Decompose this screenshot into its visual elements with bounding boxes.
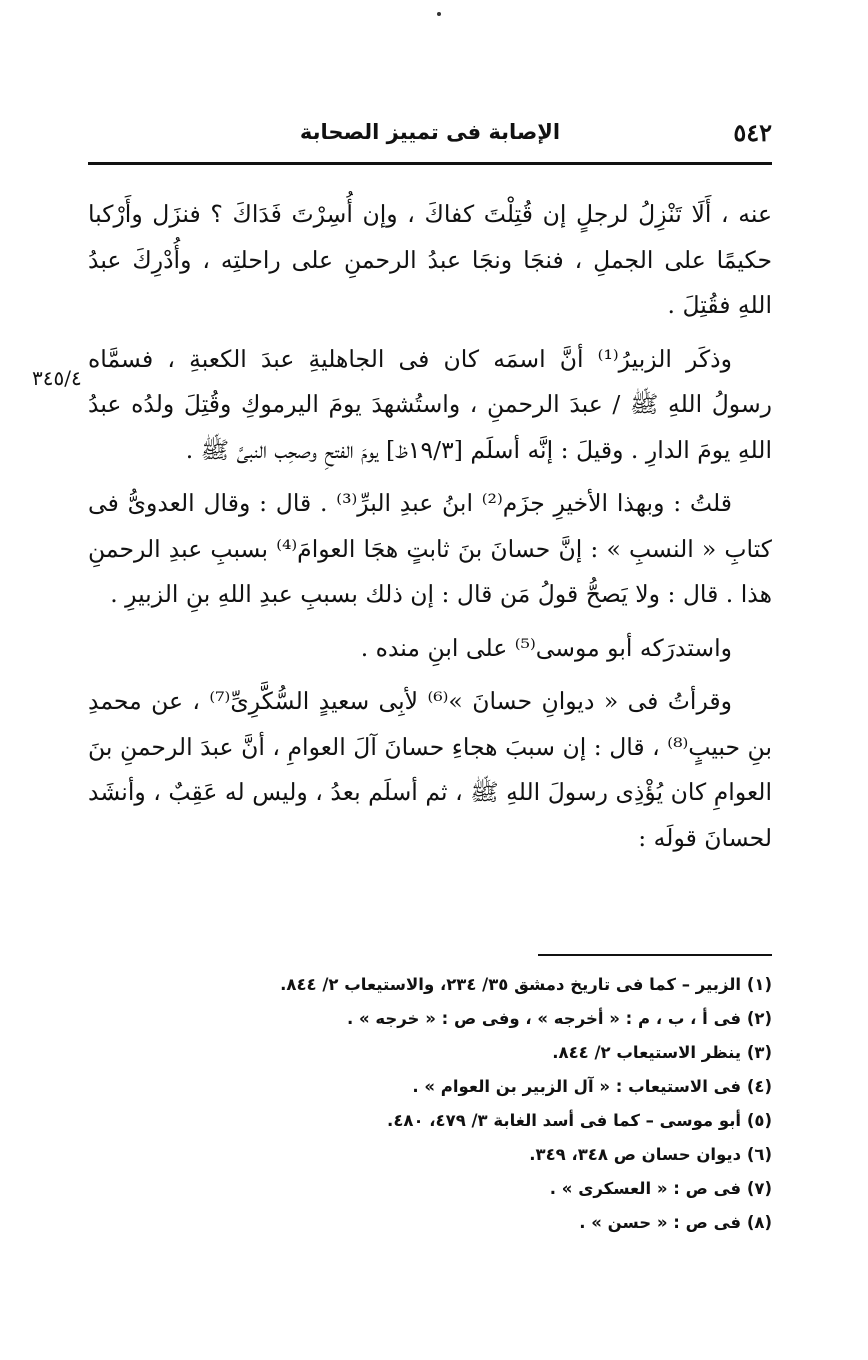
paragraph-5: وقرأتُ فى « ديوانِ حسانَ »⁽⁶⁾ لأبِى سعيدٍ السُّكَّرِىِّ⁽⁷⁾ ، عن محمدِ بنِ حبيبٍ⁽⁸⁾ ، قال : إن سببَ هجاءِ حسانَ آلَ العوامِ ، أنَّ عبدَ الرحمنِ بنَ العوامِ كان يُؤْذِى رسولَ اللهِ ﷺ ، ثم أسلَم بعدُ ، وليس له عَقِبٌ ، وأنشَد لحسانَ قولَه : [88, 687, 772, 852]
paragraph-1: عنه ، أَلَا تَنْزِلُ لرجلٍ إن قُتِلْتَ كفاكَ ، وإن أُسِرْتَ فَدَاكَ ؟ فنزَل وأَرْكبا حكيمًا على الجملِ ، فنجَا ونجَا عبدُ الرحمنِ على راحلتِه ، وأُدْرِكَ عبدُ اللهِ فقُتِلَ . [88, 200, 772, 319]
footnote-1: (١) الزبير – كما فى تاريخ دمشق ٣٥/ ٢٣٤، والاستيعاب ٢/ ٨٤٤. [280, 975, 772, 994]
paragraph-2: وذكَر الزبيرُ⁽¹⁾ أنَّ اسمَه كان فى الجاهليةِ عبدَ الكعبةِ ، فسمَّاه رسولُ اللهِ ﷺ / عبدَ الرحمنِ ، واستُشهدَ يومَ اليرموكِ وقُتِلَ ولدُه عبدُ اللهِ يومَ الدارِ . وقيلَ : إنَّه أسلَم [١٩/٣ظ] يومَ الفتحِ وصحِب النبىَّ ﷺ . [88, 344, 772, 464]
footnotes [88, 968, 772, 1240]
footnote-5: (٥) أبو موسى – كما فى أسد الغابة ٣/ ٤٧٩، ٤٨٠. [387, 1111, 772, 1130]
footnote-7: (٧) فى ص : « العسكرى » . [549, 1179, 772, 1198]
page-number: ٥٤٢ [733, 118, 772, 147]
page-mark-dot [437, 12, 441, 16]
footnote-6: (٦) ديوان حسان ص ٣٤٨، ٣٤٩. [529, 1145, 772, 1164]
footnote-rule [538, 954, 772, 956]
header-rule [88, 162, 772, 165]
footnote-4: (٤) فى الاستيعاب : « آل الزبير بن العوام » . [412, 1077, 772, 1096]
main-text [88, 192, 772, 861]
footnote-3: (٣) ينظر الاستيعاب ٢/ ٨٤٤. [552, 1043, 772, 1062]
footnote-8: (٨) فى ص : « حسن » . [579, 1213, 772, 1232]
margin-volume-reference: ٣٤٥/٤ [32, 366, 82, 390]
paragraph-3: قلتُ : وبهذا الأخيرِ جزَم⁽²⁾ ابنُ عبدِ البرِّ⁽³⁾ . قال : وقال العدوىُّ فى كتابِ « النسبِ » : إنَّ حسانَ بنَ ثابتٍ هجَا العوامَ⁽⁴⁾ بسببِ عبدِ الرحمنِ هذا . قال : ولا يَصحُّ قولُ مَن قال : إن ذلك بسببِ عبدِ اللهِ بنِ الزبيرِ . [88, 489, 772, 608]
running-title: الإصابة فى تمييز الصحابة [299, 120, 561, 144]
footnote-2: (٢) فى أ ، ب ، م : « أخرجه » ، وفى ص : « خرجه » . [346, 1009, 772, 1028]
paragraph-4: واستدرَكه أبو موسى⁽⁵⁾ على ابنِ منده . [360, 633, 732, 662]
page-header [88, 110, 772, 160]
